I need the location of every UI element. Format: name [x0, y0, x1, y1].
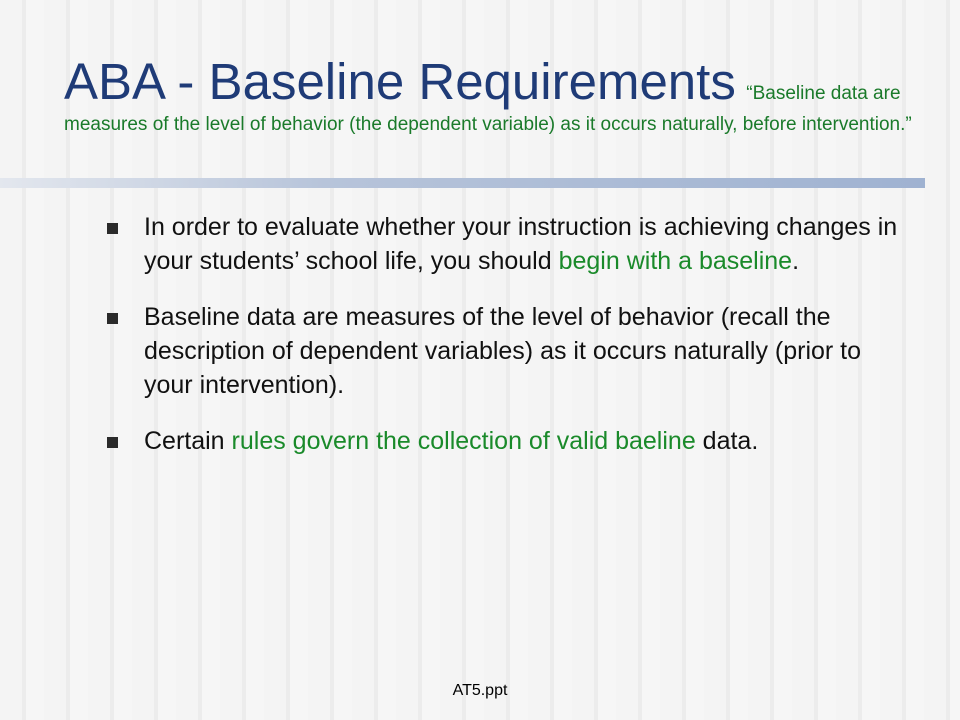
bullet-1-highlight: begin with a baseline: [558, 247, 793, 275]
bullet-item-2: [104, 300, 904, 402]
bullet-2-text: Baseline data are measures of the level of behavior (recall the description of dependent variables) as it occurs naturally (prior to your intervention).: [144, 303, 862, 399]
bullet-1-text-after: .: [792, 247, 800, 275]
bullet-3-text-before: Certain: [144, 427, 232, 455]
square-bullet-icon: [107, 437, 118, 448]
slide-title: ABA - Baseline Requirements: [64, 53, 736, 110]
square-bullet-icon: [107, 223, 118, 234]
bullet-3-text-after: data.: [695, 427, 759, 455]
bullet-1-text-before: In order to evaluate whether your instruction is achieving changes in your students’ school life, you should: [144, 213, 898, 275]
title-divider: [0, 178, 925, 188]
bullet-item-1: [104, 210, 904, 278]
bullet-list: [104, 210, 904, 480]
bullet-3-highlight: rules govern the collection of valid baeline: [231, 427, 696, 455]
slide-subtitle: “Baseline data are measures of the level of behavior (the dependent variable) as it occurs naturally, before intervention.”: [64, 83, 912, 135]
bullet-item-3: [104, 424, 904, 458]
title-block: [64, 52, 924, 138]
square-bullet-icon: [107, 313, 118, 324]
slide-footer: AT5.ppt: [452, 682, 508, 699]
